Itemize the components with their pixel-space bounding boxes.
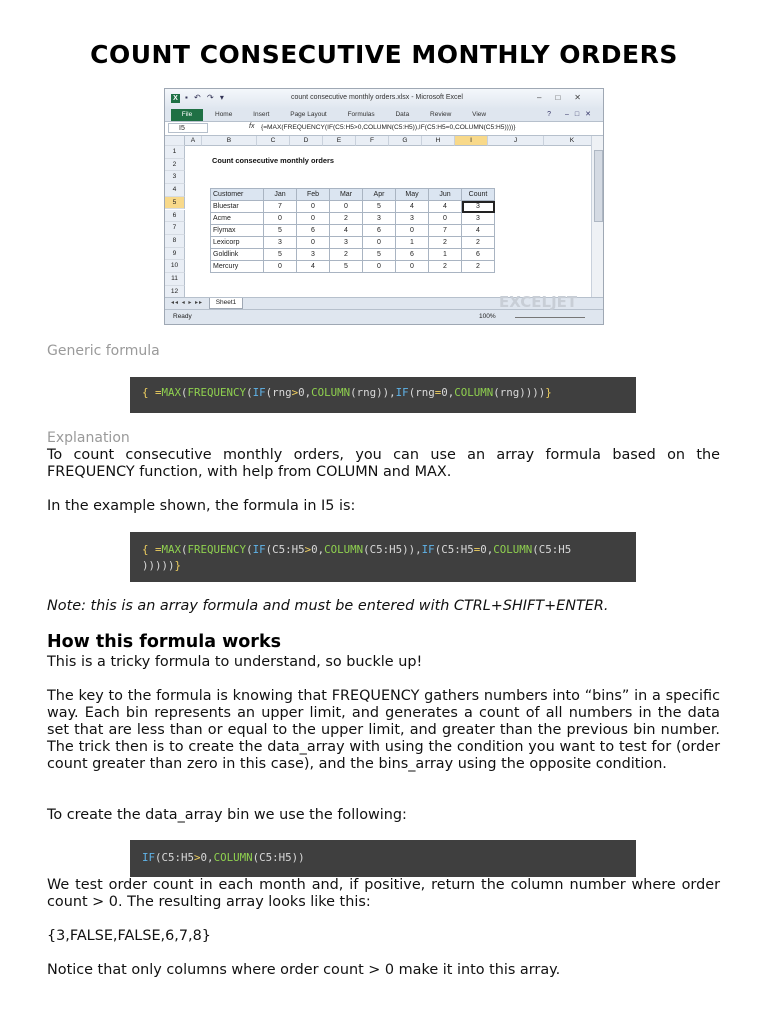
code-token: 0, xyxy=(200,851,214,864)
code-token: IF xyxy=(421,543,435,556)
result-array: {3,FALSE,FALSE,6,7,8} xyxy=(47,928,211,944)
table-header-cell: Apr xyxy=(363,189,396,201)
row-header: 4 xyxy=(165,184,185,197)
code-token: IF xyxy=(252,543,266,556)
code-token: FREQUENCY xyxy=(187,543,247,556)
code-token: 0, xyxy=(480,543,494,556)
ribbon-tab: Page Layout xyxy=(290,111,327,118)
order-cell: 6 xyxy=(396,249,429,261)
how-paragraph-3: To create the data_array bin we use the following: xyxy=(47,807,407,823)
worksheet-grid xyxy=(165,136,591,302)
order-cell: 6 xyxy=(297,225,330,237)
order-cell: 1 xyxy=(429,249,462,261)
excel-titlebar xyxy=(165,89,603,109)
column-header: D xyxy=(290,136,323,146)
code-token: COLUMN xyxy=(454,386,494,399)
code-token: IF xyxy=(252,386,266,399)
column-header: B xyxy=(202,136,257,146)
row-header: 7 xyxy=(165,222,185,235)
order-cell: 4 xyxy=(297,261,330,273)
code-token: } xyxy=(174,559,182,572)
column-header: F xyxy=(356,136,389,146)
table-row xyxy=(211,237,495,249)
count-cell: 4 xyxy=(462,225,495,237)
code-token: 0, xyxy=(311,543,325,556)
array-formula-note: Note: this is an array formula and must be entered with CTRL+SHIFT+ENTER. xyxy=(47,598,609,614)
code-token: (C5:H5)), xyxy=(363,543,422,556)
row-header: 8 xyxy=(165,235,185,248)
order-cell: 3 xyxy=(264,237,297,249)
order-cell: 1 xyxy=(396,237,429,249)
column-header: I xyxy=(455,136,488,146)
status-text: Ready xyxy=(173,313,192,320)
exceljet-watermark: EXCELJET xyxy=(499,293,578,311)
order-cell: 0 xyxy=(264,213,297,225)
table-row xyxy=(211,249,495,261)
table-row xyxy=(211,213,495,225)
zoom-slider xyxy=(515,317,585,318)
customer-cell: Lexicorp xyxy=(211,237,264,249)
code-token: COLUMN xyxy=(213,851,253,864)
how-it-works-heading: How this formula works xyxy=(47,632,281,652)
code-token: COLUMN xyxy=(311,386,351,399)
count-cell: 2 xyxy=(462,261,495,273)
code-token: MAX xyxy=(161,543,182,556)
generic-formula-label: Generic formula xyxy=(47,343,160,359)
ribbon-tab: Insert xyxy=(253,111,270,118)
code-token: = xyxy=(434,386,442,399)
column-header: J xyxy=(488,136,544,146)
column-header: H xyxy=(422,136,455,146)
code-token: (C5:H5 xyxy=(434,543,474,556)
column-header: A xyxy=(185,136,202,146)
ribbon-tab: Home xyxy=(215,111,233,118)
code-token: ))))) xyxy=(142,559,175,572)
table-header-cell: Jun xyxy=(429,189,462,201)
quick-access-toolbar-icons: ▪ ↶ ↷ ▾ xyxy=(185,93,226,102)
code-token: (C5:H5 xyxy=(532,543,572,556)
order-cell: 0 xyxy=(297,237,330,249)
row-header: 11 xyxy=(165,273,185,286)
code-token: COLUMN xyxy=(324,543,364,556)
order-cell: 4 xyxy=(396,201,429,213)
order-cell: 5 xyxy=(264,249,297,261)
explanation-label: Explanation xyxy=(47,430,130,446)
code-token: { = xyxy=(142,386,162,399)
customer-cell: Goldlink xyxy=(211,249,264,261)
code-token: > xyxy=(291,386,299,399)
order-cell: 4 xyxy=(429,201,462,213)
data-array-formula-code xyxy=(130,840,636,877)
ribbon-tab: Data xyxy=(395,111,410,118)
order-cell: 3 xyxy=(297,249,330,261)
help-icon: ? –□✕ xyxy=(547,111,597,118)
table-header-cell: Jan xyxy=(264,189,297,201)
generic-formula-code: { =MAX(FREQUENCY(IF(rng>0,COLUMN(rng)),IF(rng=0,COLUMN(rng))))} xyxy=(130,377,636,413)
code-token: } xyxy=(545,386,552,399)
table-row xyxy=(211,261,495,273)
explanation-formula-intro: In the example shown, the formula in I5 is: xyxy=(47,498,356,514)
code-token: (C5:H5 xyxy=(155,851,195,864)
order-cell: 7 xyxy=(429,225,462,237)
table-header-cell: May xyxy=(396,189,429,201)
table-header-cell: Feb xyxy=(297,189,330,201)
table-header-cell: Count xyxy=(462,189,495,201)
row-header: 5 xyxy=(165,197,185,210)
count-cell: 6 xyxy=(462,249,495,261)
how-paragraph-4: We test order count in each month and, if positive, return the column number where order count > 0. The resulting array looks like this: xyxy=(47,877,720,910)
table-row xyxy=(211,201,495,213)
row-header: 3 xyxy=(165,171,185,184)
column-header: E xyxy=(323,136,356,146)
order-cell: 2 xyxy=(330,213,363,225)
code-token: > xyxy=(194,851,201,864)
name-box: I5 xyxy=(168,123,208,133)
fx-icon: fx xyxy=(249,123,255,130)
ribbon-tab: Review xyxy=(430,111,452,118)
order-cell: 5 xyxy=(363,249,396,261)
order-cell: 7 xyxy=(264,201,297,213)
scrollbar-thumb xyxy=(594,150,603,222)
code-token: (rng)))) xyxy=(493,386,546,399)
order-cell: 0 xyxy=(363,261,396,273)
formula-bar xyxy=(165,122,603,136)
table-header-cell: Customer xyxy=(211,189,264,201)
ribbon-tabs xyxy=(215,111,505,118)
page-title: COUNT CONSECUTIVE MONTHLY ORDERS xyxy=(90,40,678,69)
excel-window-title: count consecutive monthly orders.xlsx - Microsoft Excel xyxy=(291,94,463,101)
code-token: 0, xyxy=(441,386,455,399)
code-token: > xyxy=(304,543,312,556)
code-token: = xyxy=(473,543,481,556)
order-cell: 2 xyxy=(330,249,363,261)
window-controls-icons: –□✕ xyxy=(537,93,595,102)
order-cell: 4 xyxy=(330,225,363,237)
row-header: 6 xyxy=(165,210,185,223)
code-token: (rng)), xyxy=(350,386,396,399)
select-all-corner xyxy=(165,136,185,146)
count-cell: 3 xyxy=(462,213,495,225)
order-cell: 0 xyxy=(297,213,330,225)
ribbon-tab: Formulas xyxy=(347,111,375,118)
row-header: 12 xyxy=(165,286,185,299)
sheet-tab: Sheet1 xyxy=(209,298,243,309)
order-cell: 0 xyxy=(396,225,429,237)
formula-bar-content: {=MAX(FREQUENCY(IF(C5:H5>0,COLUMN(C5:H5)),IF(C5:H5=0,COLUMN(C5:H5))))} xyxy=(261,124,516,131)
order-cell: 0 xyxy=(363,237,396,249)
row-header: 1 xyxy=(165,146,185,159)
customer-cell: Mercury xyxy=(211,261,264,273)
order-cell: 3 xyxy=(396,213,429,225)
order-cell: 2 xyxy=(429,237,462,249)
row-header: 10 xyxy=(165,260,185,273)
orders-table xyxy=(210,188,495,273)
order-cell: 0 xyxy=(429,213,462,225)
count-cell: 3 xyxy=(462,201,495,213)
code-token: (C5:H5)) xyxy=(252,851,305,864)
order-cell: 0 xyxy=(330,201,363,213)
customer-cell: Flymax xyxy=(211,225,264,237)
row-header: 2 xyxy=(165,159,185,172)
code-token: FREQUENCY xyxy=(187,386,247,399)
how-paragraph-1: This is a tricky formula to understand, so buckle up! xyxy=(47,654,423,670)
order-cell: 0 xyxy=(297,201,330,213)
code-token: IF xyxy=(395,386,409,399)
vertical-scrollbar xyxy=(591,136,604,302)
code-token: (rng xyxy=(408,386,435,399)
order-cell: 5 xyxy=(363,201,396,213)
table-row xyxy=(211,225,495,237)
order-cell: 3 xyxy=(363,213,396,225)
table-header-row xyxy=(211,189,495,201)
code-token: 0, xyxy=(298,386,312,399)
table-header-cell: Mar xyxy=(330,189,363,201)
code-token: { = xyxy=(142,543,162,556)
how-paragraph-2: The key to the formula is knowing that FREQUENCY gathers numbers into “bins” in a specific way. Each bin represents an upper limit, and generates a count of all numbers in the data set that are less than or equal to the upper limit, and greater than the previous bin number. The trick then is to create the data_array with using the condition you want to test for (order count greater than zero in this case), and the bins_array using the opposite condition. xyxy=(47,688,720,772)
excel-app-icon: X xyxy=(171,94,180,103)
column-header: G xyxy=(389,136,422,146)
customer-cell: Bluestar xyxy=(211,201,264,213)
example-formula-code: { =MAX(FREQUENCY(IF(C5:H5>0,COLUMN(C5:H5)),IF(C5:H5=0,COLUMN(C5:H5 )))))} xyxy=(130,532,636,582)
code-token: MAX xyxy=(161,386,182,399)
excel-ribbon xyxy=(165,109,603,122)
code-token: (rng xyxy=(265,386,292,399)
sheet-title: Count consecutive monthly orders xyxy=(212,156,334,165)
order-cell: 3 xyxy=(330,237,363,249)
order-cell: 0 xyxy=(396,261,429,273)
order-cell: 5 xyxy=(330,261,363,273)
column-header: C xyxy=(257,136,290,146)
row-header: 9 xyxy=(165,248,185,261)
excel-screenshot xyxy=(164,88,604,325)
how-paragraph-5: Notice that only columns where order count > 0 make it into this array. xyxy=(47,962,561,978)
explanation-paragraph: To count consecutive monthly orders, you can use an array formula based on the FREQUENCY function, with help from COLUMN and MAX. xyxy=(47,447,720,480)
count-cell: 2 xyxy=(462,237,495,249)
ribbon-tab: View xyxy=(472,111,487,118)
code-token: COLUMN xyxy=(493,543,533,556)
status-bar xyxy=(165,309,603,325)
code-token: (C5:H5 xyxy=(265,543,305,556)
zoom-level: 100% xyxy=(479,313,496,320)
file-tab: File xyxy=(171,109,203,121)
customer-cell: Acme xyxy=(211,213,264,225)
order-cell: 0 xyxy=(264,261,297,273)
order-cell: 6 xyxy=(363,225,396,237)
order-cell: 5 xyxy=(264,225,297,237)
column-header: K xyxy=(544,136,601,146)
order-cell: 2 xyxy=(429,261,462,273)
sheet-nav-arrows-icon: ◂◂ ◂ ▸ ▸▸ xyxy=(171,300,204,306)
code-token: IF xyxy=(142,851,156,864)
